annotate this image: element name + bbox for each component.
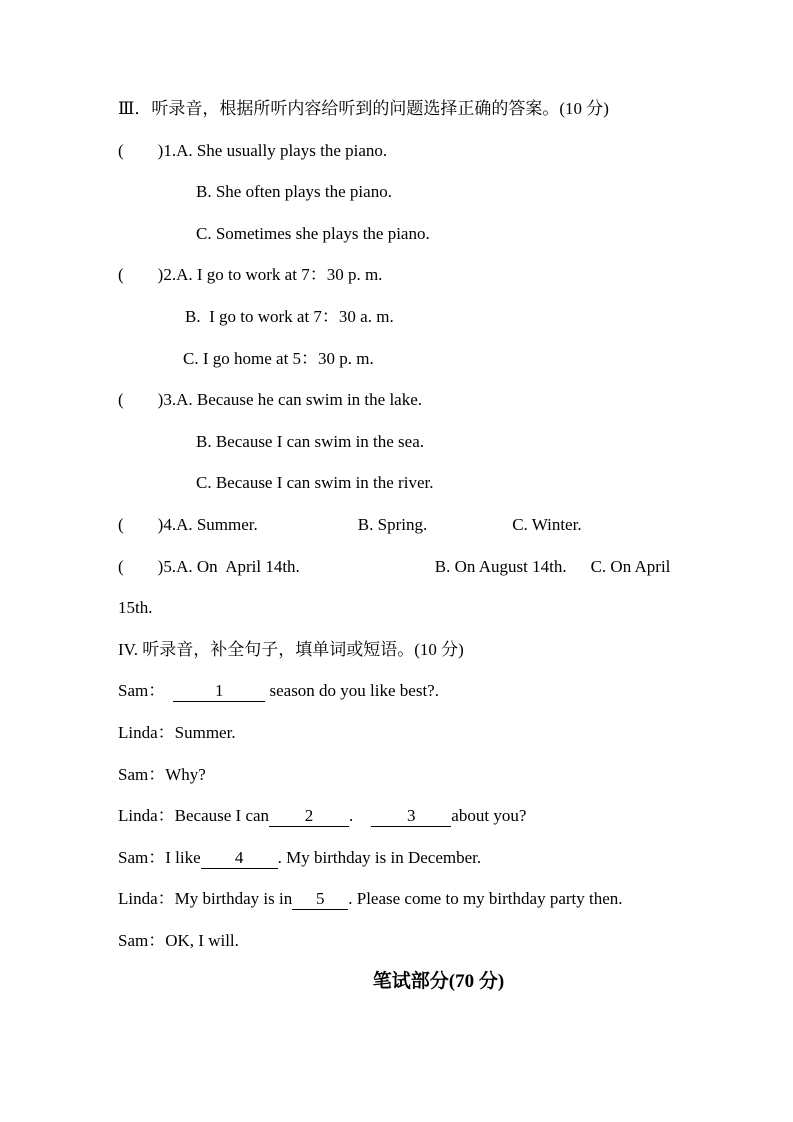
q4-option-b: B. Spring. bbox=[357, 514, 428, 534]
dialog-text: about you? bbox=[451, 806, 527, 826]
fill-blank-4: 4 bbox=[201, 848, 278, 869]
q2-option-b: B. I go to work at 7：30 a. m. bbox=[185, 306, 394, 326]
q5-options-line bbox=[118, 546, 693, 588]
written-part-heading: 笔试部分(70 分) bbox=[372, 971, 505, 993]
q1-option-b: B. She often plays the piano. bbox=[196, 182, 392, 202]
dialog-linda-2 bbox=[118, 795, 693, 837]
q3-option-a: ( )3.A. Because he can swim in the lake. bbox=[118, 390, 423, 410]
dialog-text: Sam：I like bbox=[118, 847, 201, 867]
q3-option-c: C. Because I can swim in the river. bbox=[196, 473, 434, 493]
section4-heading: IV. 听录音，补全句子，填单词或短语。(10 分) bbox=[118, 639, 464, 659]
fill-blank-3: 3 bbox=[371, 806, 451, 827]
dialog-text: Linda：Because I can bbox=[118, 806, 270, 826]
dialog-linda-1: Linda：Summer. bbox=[118, 722, 236, 742]
q3-option-b: B. Because I can swim in the sea. bbox=[196, 431, 425, 451]
dialog-text: Linda：My birthday is in bbox=[118, 889, 293, 909]
dialog-text: season do you like best?. bbox=[265, 681, 439, 701]
q5-option-b: B. On August 14th. bbox=[434, 556, 567, 576]
dialog-sam-4: Sam：OK, I will. bbox=[118, 930, 239, 950]
dialog-text: . bbox=[349, 806, 354, 826]
q5-option-c-continuation: 15th. bbox=[118, 598, 153, 618]
fill-blank-1: 1 bbox=[173, 681, 265, 702]
section3-heading: Ⅲ．听录音，根据所听内容给听到的问题选择正确的答案。(10 分) bbox=[118, 99, 609, 118]
q1-option-c: C. Sometimes she plays the piano. bbox=[196, 223, 430, 243]
dialog-sam-2: Sam：Why? bbox=[118, 764, 206, 784]
q1-option-a: ( )1.A. She usually plays the piano. bbox=[118, 140, 388, 160]
q5-option-a: ( )5.A. On April 14th. bbox=[118, 556, 300, 576]
q4-option-a: ( )4.A. Summer. bbox=[118, 514, 258, 534]
speaker-label: Sam： bbox=[118, 681, 166, 701]
dialog-sam-3 bbox=[118, 837, 693, 879]
q2-option-a: ( )2.A. I go to work at 7：30 p. m. bbox=[118, 265, 383, 285]
q5-option-c: C. On April bbox=[590, 556, 671, 576]
dialog-sam-1 bbox=[118, 670, 693, 712]
dialog-linda-3 bbox=[118, 878, 693, 920]
q2-option-c: C. I go home at 5：30 p. m. bbox=[183, 348, 374, 368]
dialog-text: . Please come to my birthday party then. bbox=[348, 889, 623, 909]
fill-blank-2: 2 bbox=[269, 806, 349, 827]
q4-option-c: C. Winter. bbox=[512, 514, 582, 534]
q4-options-line bbox=[118, 504, 693, 546]
fill-blank-5: 5 bbox=[292, 889, 348, 910]
dialog-text: . My birthday is in December. bbox=[277, 847, 482, 867]
